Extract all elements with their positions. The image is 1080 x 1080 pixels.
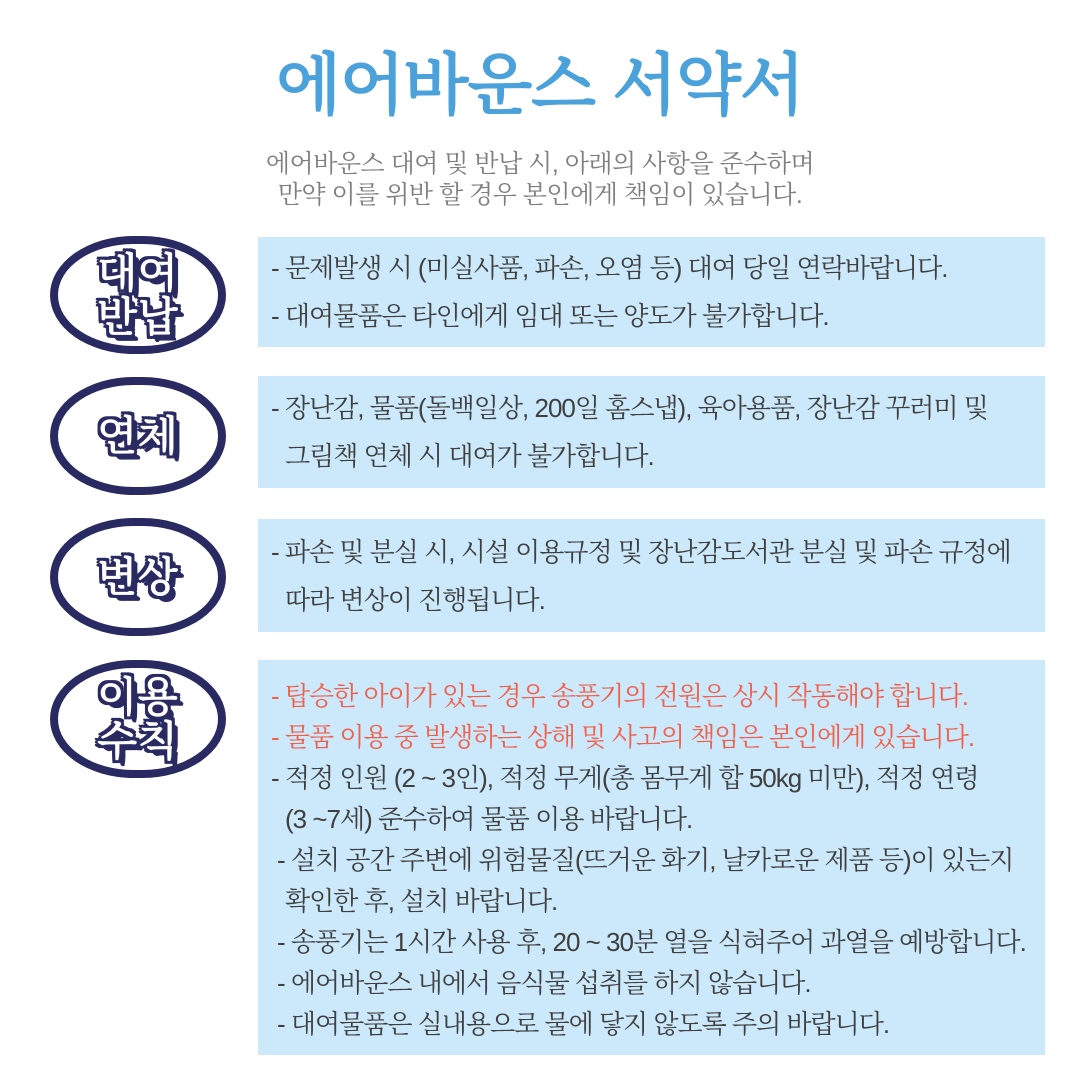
badge-overdue xyxy=(50,377,226,495)
badge-compensation-line-1: 변상 xyxy=(97,554,179,600)
rule-line: - 파손 및 분실 시, 시설 이용규정 및 장난감도서관 분실 및 파손 규정에 xyxy=(271,536,1011,567)
badge-usage-rules-line-1: 이용 xyxy=(97,674,179,720)
rules-box-rental-return xyxy=(258,237,1045,347)
page-title: 에어바운스 서약서 xyxy=(276,48,804,123)
rule-line: 확인한 후, 설치 바랍니다. xyxy=(285,886,558,916)
rule-line-highlight: - 물품 이용 중 발생하는 상해 및 사고의 책임은 본인에게 있습니다. xyxy=(271,722,975,752)
subtitle-line-1: 에어바운스 대여 및 반납 시, 아래의 사항을 준수하며 xyxy=(265,150,815,178)
rule-line: - 대여물품은 타인에게 임대 또는 양도가 불가합니다. xyxy=(271,301,829,331)
rule-line: - 대여물품은 실내용으로 물에 닿지 않도록 주의 바랍니다. xyxy=(277,1009,890,1039)
badge-rental-return-line-1: 대여 xyxy=(97,250,179,296)
rule-line: 따라 변상이 진행됩니다. xyxy=(285,584,545,615)
badge-compensation xyxy=(50,518,226,636)
rules-box-compensation xyxy=(258,519,1045,632)
page-subtitle xyxy=(0,149,1080,211)
badge-usage-rules-line-2: 수칙 xyxy=(97,718,179,764)
rule-line: - 문제발생 시 (미실사품, 파손, 오염 등) 대여 당일 연락바랍니다. xyxy=(271,253,948,283)
rule-line: - 설치 공간 주변에 위험물질(뜨거운 화기, 날카로운 제품 등)이 있는지 xyxy=(277,845,1014,875)
badge-overdue-line-1: 연체 xyxy=(97,413,179,459)
badge-rental-return-line-2: 반납 xyxy=(97,294,179,340)
rules-box-usage xyxy=(258,660,1045,1055)
badge-usage-rules xyxy=(50,660,226,778)
rules-box-overdue xyxy=(258,376,1045,488)
rule-line: - 송풍기는 1시간 사용 후, 20 ~ 30분 열을 식혀주어 과열을 예방합니다. xyxy=(277,927,1026,957)
subtitle-line-2: 만약 이를 위반 할 경우 본인에게 책임이 있습니다. xyxy=(277,181,803,209)
rule-line: - 장난감, 물품(돌백일상, 200일 홈스냅), 육아용품, 장난감 꾸러미 및 xyxy=(271,393,988,423)
rule-line: (3 ~7세) 준수하여 물품 이용 바랍니다. xyxy=(285,804,693,834)
rule-line-highlight: - 탑승한 아이가 있는 경우 송풍기의 전원은 상시 작동해야 합니다. xyxy=(271,681,968,711)
rule-line: - 에어바운스 내에서 음식물 섭취를 하지 않습니다. xyxy=(277,968,811,998)
rule-line: - 적정 인원 (2 ~ 3인), 적정 무게(총 몸무게 합 50kg 미만), 적정 연령 xyxy=(271,763,979,793)
badge-rental-return xyxy=(50,236,226,354)
rule-line: 그림책 연체 시 대여가 불가합니다. xyxy=(285,441,654,471)
